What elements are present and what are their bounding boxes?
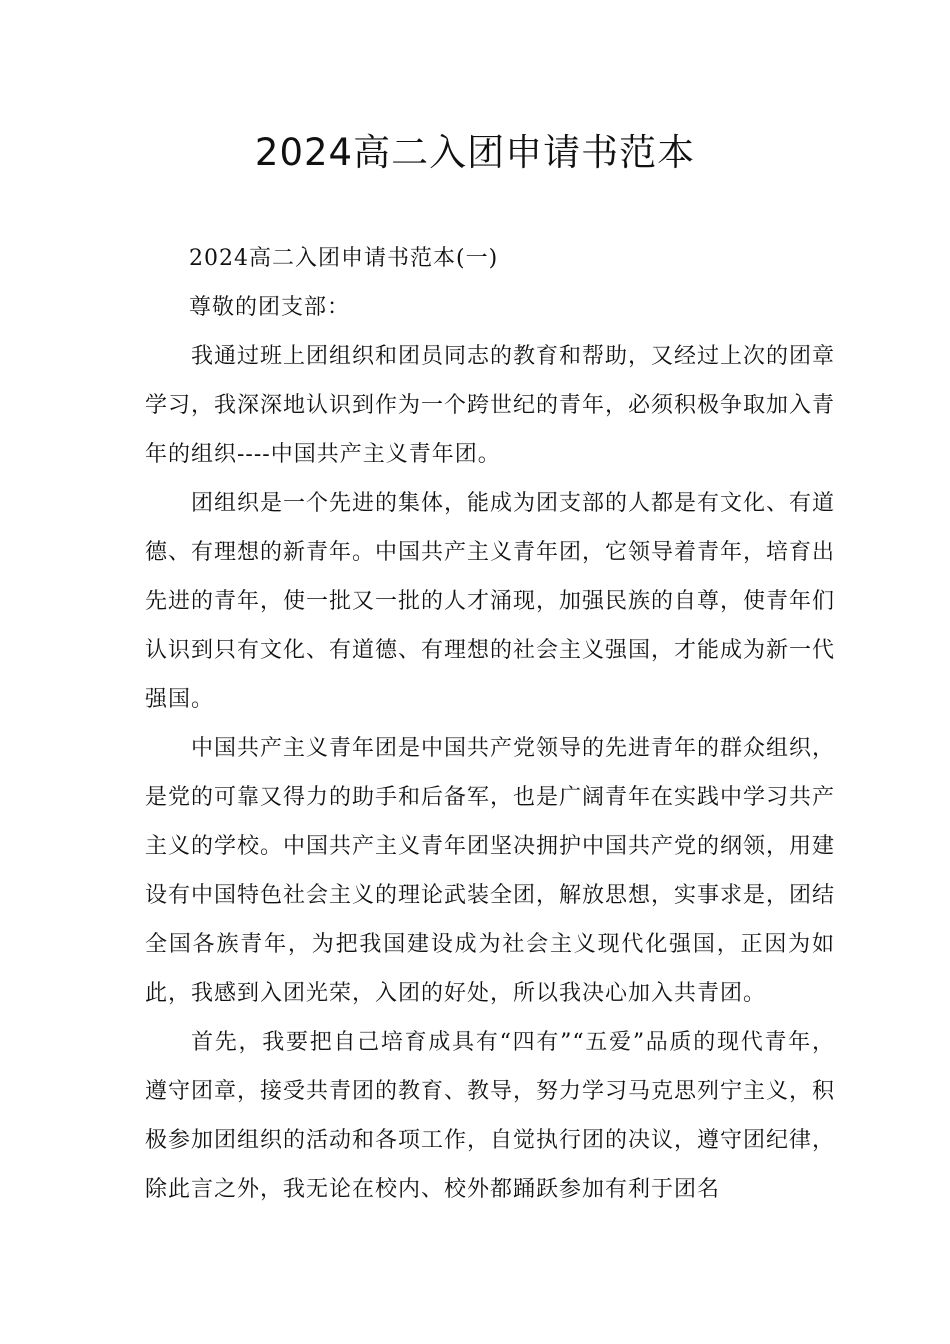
document-body: [145, 234, 835, 1214]
paragraph-3: 中国共产主义青年团是中国共产党领导的先进青年的群众组织，是党的可靠又得力的助手和后备军，也是广阔青年在实践中学习共产主义的学校。中国共产主义青年团坚决拥护中国共产党的纲领，用建设有中国特色社会主义的理论武装全团，解放思想，实事求是，团结全国各族青年，为把我国建设成为社会主义现代化强国，正因为如此，我感到入团光荣，入团的好处，所以我决心加入共青团。: [145, 736, 836, 1006]
document-subheading: 2024高二入团申请书范本(一): [189, 246, 499, 271]
paragraph-2: 团组织是一个先进的集体，能成为团支部的人都是有文化、有道德、有理想的新青年。中国共产主义青年团，它领导着青年，培育出先进的青年，使一批又一批的人才涌现，加强民族的自尊，使青年们认识到只有文化、有道德、有理想的社会主义强国，才能成为新一代强国。: [145, 491, 836, 712]
document-title: 2024高二入团申请书范本: [254, 131, 696, 174]
paragraph-1: 我通过班上团组织和团员同志的教育和帮助，又经过上次的团章学习，我深深地认识到作为一个跨世纪的青年，必须积极争取加入青年的组织----中国共产主义青年团。: [145, 344, 836, 467]
salutation: 尊敬的团支部：: [189, 295, 351, 320]
paragraph-4: 首先，我要把自己培育成具有“四有”“五爱”品质的现代青年，遵守团章，接受共青团的教育、教导，努力学习马克思列宁主义，积极参加团组织的活动和各项工作，自觉执行团的决议，遵守团纪律，除此言之外，我无论在校内、校外都踊跃参加有利于团名: [145, 1030, 836, 1202]
